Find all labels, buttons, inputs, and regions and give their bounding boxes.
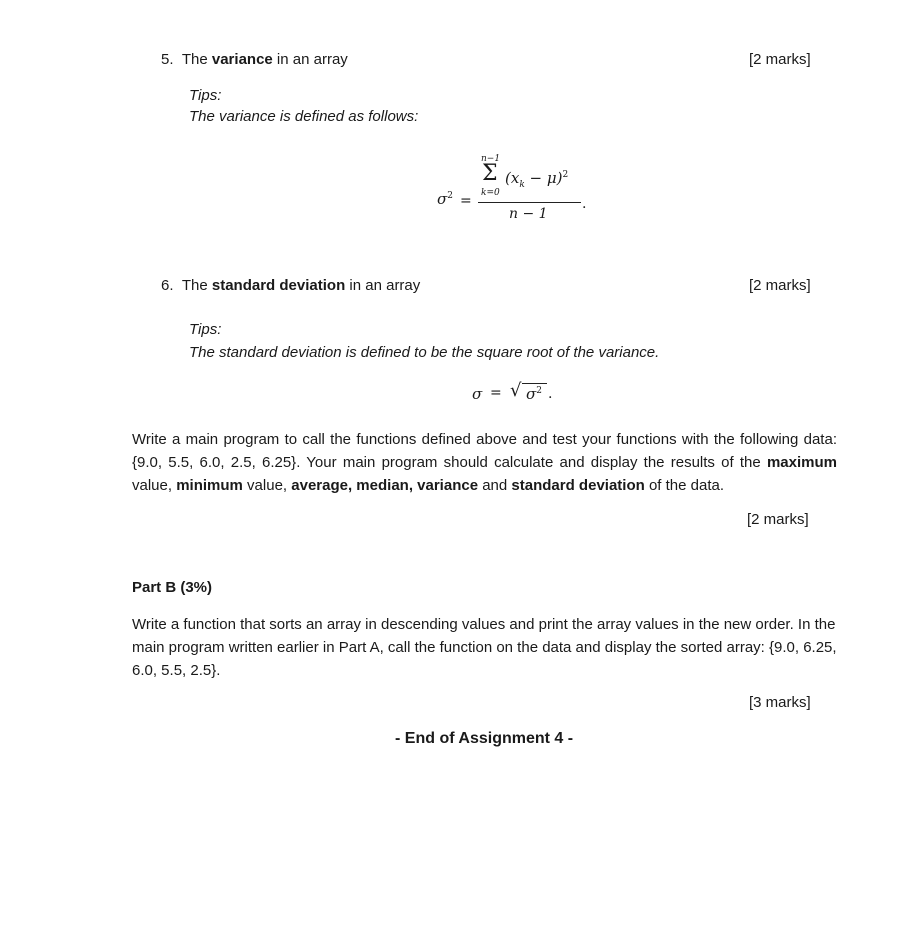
question-5-text-pre: The bbox=[181, 51, 212, 68]
part-b-marks: [3 marks] bbox=[749, 694, 811, 711]
question-5-number: 5. bbox=[161, 51, 174, 68]
question-5-heading bbox=[161, 51, 348, 68]
question-5-tips-text: The variance is defined as follows: bbox=[189, 108, 419, 125]
sum-upper-limit: n−1 bbox=[481, 154, 501, 164]
variance-fraction-bar bbox=[478, 202, 581, 203]
question-6-tips-text: The standard deviation is defined to be the square root of the variance. bbox=[189, 344, 660, 361]
radical-sign: √ bbox=[510, 380, 522, 401]
question-5-keyword: variance bbox=[211, 51, 273, 68]
question-6-tips-label: Tips: bbox=[189, 321, 222, 338]
part-b-title: Part B (3%) bbox=[132, 579, 213, 596]
variance-lhs: $\sigma^2$ bbox=[437, 190, 453, 208]
std-dev-lhs: σ bbox=[472, 385, 483, 403]
std-dev-end-punct: . bbox=[548, 386, 553, 402]
sum-lower-limit: k=0 bbox=[481, 188, 500, 198]
main-program-marks: [2 marks] bbox=[747, 511, 809, 528]
question-6-marks: [2 marks] bbox=[749, 277, 811, 294]
question-5-text-post: in an array bbox=[272, 51, 348, 68]
question-5-marks: [2 marks] bbox=[749, 51, 811, 68]
question-5-tips-label: Tips: bbox=[189, 87, 222, 104]
end-of-assignment: - End of Assignment 4 - bbox=[395, 730, 574, 747]
std-dev-equals: = bbox=[490, 385, 502, 401]
radical-overline bbox=[522, 383, 547, 384]
part-b-instructions: Write a function that sorts an array in descending values and print the array values in the new order. In the main program written earlier in Part A, call the function on the data and display the sorted array: {9.0, 6.25, 6.0, 5.5, 2.5}. bbox=[132, 616, 837, 679]
variance-denominator: n − 1 bbox=[509, 206, 548, 222]
sum-symbol: Σ bbox=[482, 161, 498, 186]
question-6-number: 6. bbox=[161, 277, 174, 294]
std-dev-radicand: $\sigma^2$ bbox=[526, 385, 542, 403]
variance-end-punct: . bbox=[582, 196, 587, 212]
main-program-instructions: Write a main program to call the functions defined above and test your functions with the following data: {9.0, 5.5, 6.0, 2.5, 6.25}. Your main program should calculate and display the results of the maximum value, minimum value, average, median, variance and standard deviation of the data. bbox=[132, 431, 837, 494]
variance-numerator: $(x_k - \mu)^2$ bbox=[505, 169, 569, 190]
question-6-keyword: standard deviation bbox=[211, 277, 346, 294]
question-6-text-pre: The bbox=[181, 277, 212, 294]
variance-equals: = bbox=[460, 193, 472, 209]
question-6-text-post: in an array bbox=[345, 277, 421, 294]
question-6-heading bbox=[161, 277, 420, 294]
